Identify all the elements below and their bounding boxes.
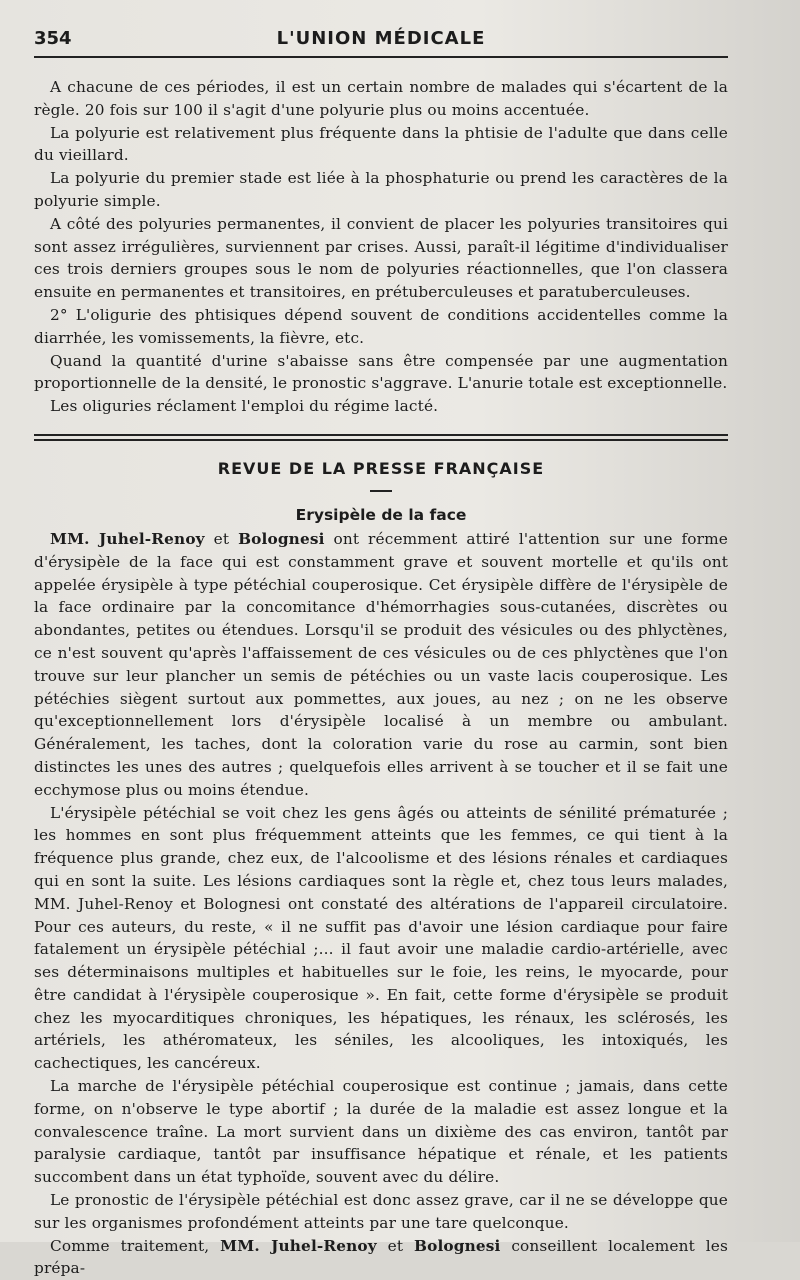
paragraph-text: conseillent localement les prépa- [34,1236,728,1278]
paragraph: 2° L'oligurie des phtisiques dépend souvent de conditions accidentelles comme la diarrhée, les vomissements, la fièvre, etc. [34,305,728,347]
paragraph: La polyurie du premier stade est liée à la phosphaturie ou prend les caractères de la polyurie simple. [34,169,728,210]
conjunction: et [376,1236,415,1255]
article-paragraph [34,1235,728,1280]
author-name: Bolognesi [238,529,325,548]
article-paragraph: L'érysipèle pétéchial se voit chez les gens âgés ou atteints de sénilité prématurée ; les hommes en sont plus fréquemment atteints que les femmes, ce qui tient à la fréquence plus grande, chez eux, de l'alcoolisme et des lésions rénales et cardiaques qui en sont la suite. Les lésions cardiaques sont la règle et, chez tous leurs malades, MM. Juhel-Renoy et Bolognesi ont constaté des altérations de l'appareil circulatoire. Pour ces auteurs, du reste, « il ne suffit pas d'avoir une lésion cardiaque pour faire fatalement un érysipèle pétéchial ;... il faut avoir une maladie cardio-artérielle, avec ses déterminaisons multiples et habituelles sur le foie, les reins, le myocarde, pour être candidat à l'érysipèle couperosique ». En fait, cette forme d'érysipèle se produit chez les myocarditiques chroniques, les hépatiques, les rénaux, les sclérosés, les artériels, les athéromateux, les séniles, les alcooliques, les intoxiqués, les cachectiques, les cancéreux. [34,803,728,1073]
section-divider [34,434,728,441]
article-paragraph [34,528,728,802]
paragraph: A côté des polyuries permanentes, il convient de placer les polyuries transitoires qui sont assez irrégulières, surviennent par crises. Aussi, paraît-il légitime d'individualiser ces trois derniers groupes sous le nom de polyuries réactionnelles, que l'on classera ensuite en permanentes et transitoires, en prétuberculeuses et paratuberculeuses. [34,214,728,302]
paragraph-text: Comme traitement, [50,1236,221,1255]
conjunction: et [204,529,239,548]
journal-title: L'UNION MÉDICALE [276,28,486,49]
header-rule [34,56,728,58]
author-names: MM. Juhel-Renoy [50,529,205,548]
paragraph: Les oliguries réclament l'emploi du régime lacté. [50,397,439,416]
section-dash [370,490,392,492]
paragraph-text: ont récemment attiré l'attention sur une forme d'érysipèle de la face qui est constamment grave et souvent mortelle et qu'ils ont appelée érysipèle à type pétéchial couperosique. Cet érysipèle diffère de l'érysipèle de la face ordinaire par la concomitance d'hémorrhagies sous-cutanées, discrètes ou abondantes, petites ou étendues. Lorsqu'il se produit des vésicules ou des phlyctènes, ce n'est souvent qu'après l'affaissement de ces vésicules ou de ces phlyctènes que l'on trouve sur leur plancher un semis de pétéchies ou un vaste lacis couperosique. Les pétéchies siègent surtout aux pommettes, aux joues, au nez ; on ne les observe qu'exceptionnellement lors d'érysipèle localisé à un membre ou ambulant. Généralement, les taches, dont la coloration varie du rose au carmin, sont bien distinctes les unes des autres ; quelquefois elles arrivent à se toucher et il se fait une ecchymose plus ou moins étendue. [34,529,728,799]
paragraph: A chacune de ces périodes, il est un certain nombre de malades qui s'écartent de la règle. 20 fois sur 100 il s'agit d'une polyurie plus ou moins accentuée. [34,78,728,119]
article-paragraph: La marche de l'érysipèle pétéchial couperosique est continue ; jamais, dans cette forme, on n'observe le type abortif ; la durée de la maladie est assez longue et la convalescence traîne. La mort survient dans un dixième des cas environ, tantôt par paralysie cardiaque, tantôt par insuffisance hépatique et rénale, et les patients succombent dans un état typhoïde, souvent avec du délire. [34,1077,728,1187]
section-title: REVUE DE LA PRESSE FRANÇAISE [217,458,545,478]
paragraph: La polyurie est relativement plus fréquente dans la phtisie de l'adulte que dans celle du vieillard. [34,123,728,165]
article-title: Erysipèle de la face [295,505,467,524]
paragraph: Quand la quantité d'urine s'abaisse sans être compensée par une augmentation proportionnelle de la densité, le pronostic s'aggrave. L'anurie totale est exceptionnelle. [34,351,728,393]
page-number: 354 [34,28,72,49]
author-name: Bolognesi [414,1236,501,1255]
article-paragraph: Le pronostic de l'érysipèle pétéchial est donc assez grave, car il ne se développe que sur les organismes profondément atteints par une tare quelconque. [34,1191,728,1232]
running-head [34,22,728,56]
author-names: MM. Juhel-Renoy [220,1236,377,1255]
